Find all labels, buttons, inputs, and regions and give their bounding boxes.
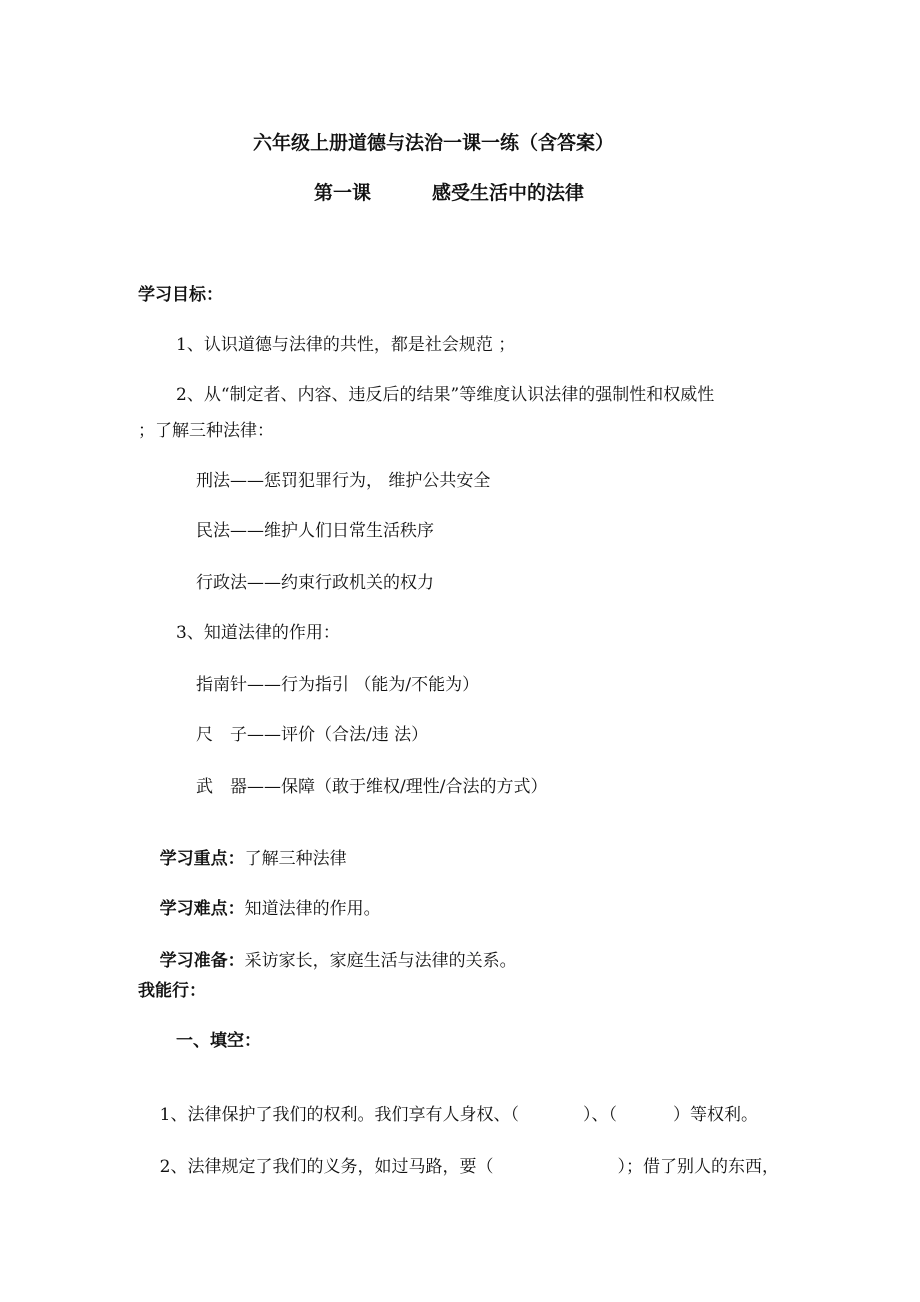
question-1-part-b: ）、（ [582, 1105, 617, 1125]
key-point-label: 学习重点： [159, 849, 245, 869]
question-2-part-b: ）；借了别人的东西， [617, 1157, 779, 1177]
difficult-point-label: 学习难点： [159, 899, 245, 919]
objective-3: 3、知道法律的作用： [176, 623, 340, 643]
section-fill-blank: 一、填空： [176, 1031, 261, 1051]
difficult-point-text: 知道法律的作用。 [244, 899, 381, 919]
objectives-heading: 学习目标： [138, 285, 223, 305]
law-administrative: 行政法——约束行政机关的权力 [196, 573, 434, 593]
question-2 [138, 1134, 779, 1200]
lesson-number: 第一课 [314, 182, 372, 204]
doc-title: 六年级上册道德与法治一课一练（含答案） [253, 132, 615, 154]
lesson-name: 感受生活中的法律 [432, 182, 585, 204]
role-compass: 指南针——行为指引 （能为/不能为） [196, 675, 480, 695]
question-1-part-c: ）等权利。 [672, 1105, 758, 1125]
role-ruler: 尺 子——评价（合法/违 法） [196, 725, 429, 745]
can-do-heading: 我能行： [138, 981, 206, 1001]
preparation-label: 学习准备： [159, 951, 245, 971]
preparation-text: 采访家长，家庭生活与法律的关系。 [244, 951, 517, 971]
key-point-text: 了解三种法律 [244, 849, 347, 869]
objective-2-line-1: 2、从“制定者、内容、违反后的结果”等维度认识法律的强制性和权威性 [176, 385, 715, 405]
law-criminal: 刑法——惩罚犯罪行为， 维护公共安全 [196, 471, 491, 491]
objective-1: 1、认识道德与法律的共性，都是社会规范 ； [176, 335, 516, 355]
role-weapon: 武 器——保障（敢于维权/理性/合法的方式） [196, 777, 548, 797]
question-2-part-a: 2、法律规定了我们的义务，如过马路，要（ [159, 1157, 494, 1177]
question-1-part-a: 1、法律保护了我们的权利。我们享有人身权、（ [159, 1105, 519, 1125]
objective-2-line-2: ；了解三种法律： [138, 421, 274, 441]
law-civil: 民法——维护人们日常生活秩序 [196, 521, 434, 541]
